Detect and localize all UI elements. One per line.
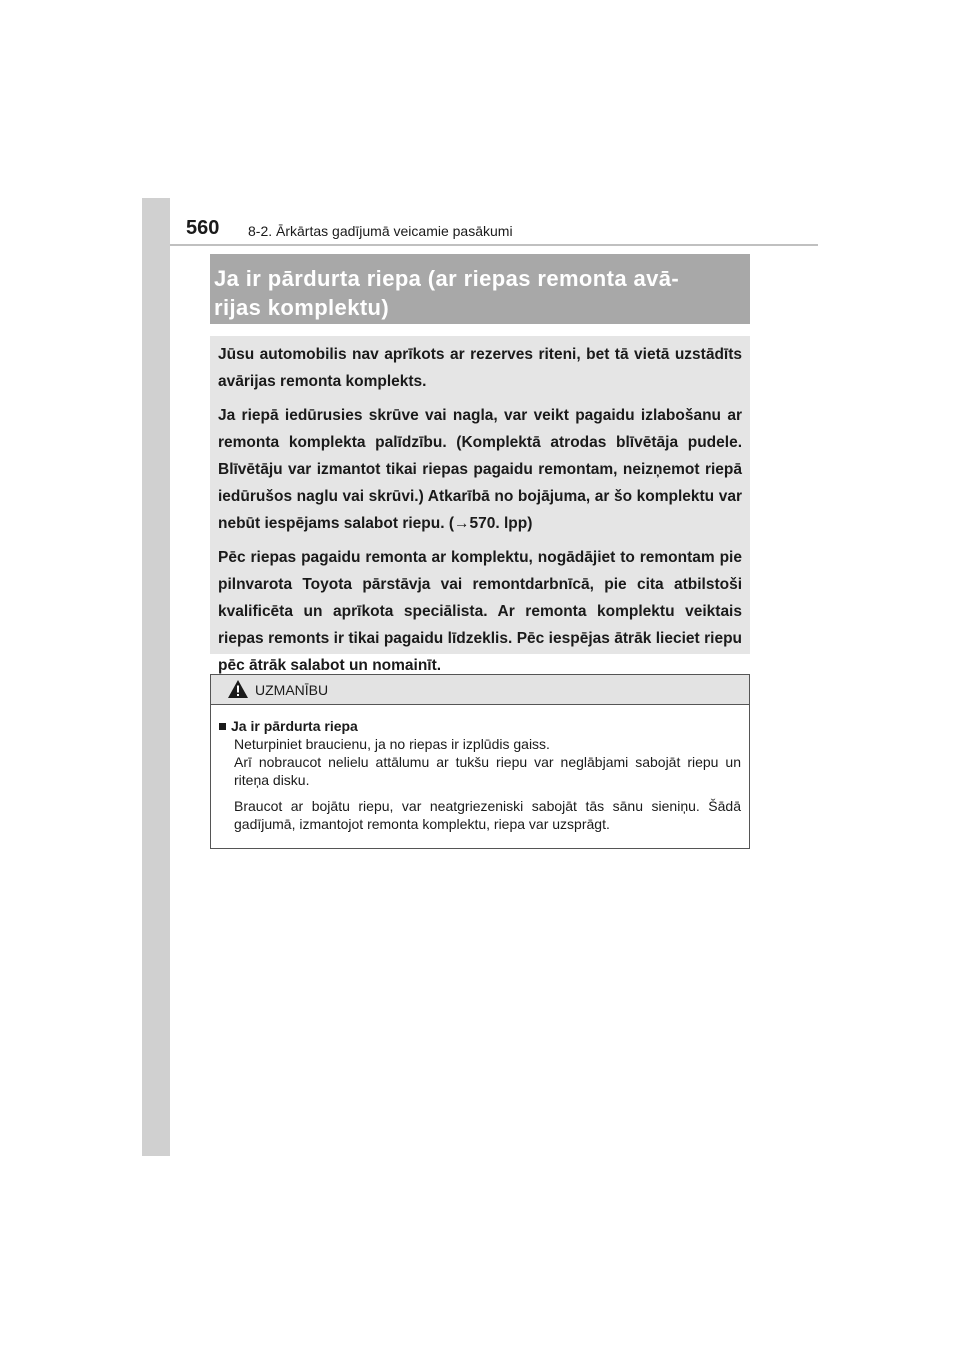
section-title-line-1: Ja ir pārdurta riepa (ar riepas remonta avā-: [214, 266, 680, 291]
side-tab-strip: [142, 198, 170, 1156]
square-bullet-icon: [219, 723, 226, 730]
section-title-box: [210, 254, 750, 324]
caution-paragraph-1: [234, 735, 741, 789]
caution-header: [211, 675, 749, 705]
intro-paragraph-1: Jūsu automobilis nav aprīkots ar rezerves riteni, bet tā vietā uzstādīts avārijas remonta komplekts.: [218, 346, 742, 390]
caution-label: UZMANĪBU: [255, 682, 329, 698]
intro-box: [210, 336, 750, 674]
intro-paragraph-2-text: Ja riepā iedūrusies skrūve vai nagla, var veikt pagaidu izlabošanu ar remonta komplekta palīdzību. (Komplektā atrodas blīvētāja pudele. Blīvētāju var izmantot tikai riepas pagaidu remontam, neizņemot riepā iedūrušos naglu vai skrūvi.) Atkarībā no bojājuma, ar šo komplektu var nebūt iespējams salabot riepu. (: [218, 407, 742, 532]
caution-box: [210, 674, 750, 849]
caution-paragraph-2: Braucot ar bojātu riepu, var neatgriezeniski sabojāt tās sānu sieniņu. Šādā gadījumā, izmantojot remonta komplektu, riepa var uzsprāgt.: [234, 798, 741, 832]
arrow-right-icon: →: [454, 515, 470, 532]
caution-paragraph-1-line-2: Arī nobraucot nelielu attālumu ar tukšu riepu var neglābjami sabojāt riepu un riteņa disku.: [234, 754, 741, 788]
caution-item-title-row: [219, 717, 741, 735]
caution-item-title: Ja ir pārdurta riepa: [231, 718, 358, 734]
page-reference-link[interactable]: 570. lpp): [469, 515, 533, 532]
section-running-head: 8-2. Ārkārtas gadījumā veicamie pasākumi: [248, 223, 513, 239]
caution-body: [211, 705, 749, 833]
header-rule: [170, 244, 818, 246]
caution-paragraph-1-line-1: Neturpiniet braucienu, ja no riepas ir izplūdis gaiss.: [234, 736, 550, 752]
intro-paragraph-3: Pēc riepas pagaidu remonta ar komplektu, nogādājiet to remontam pie pilnvarota Toyota pārstāvja vai remontdarbnīcā, pie cita atbilstoši kvalificēta un aprīkota speciālista. Ar remonta komplektu veiktais riepas remonts ir tikai pagaidu līdzeklis. Pēc iespējas ātrāk lieciet riepu pēc ātrāk salabot un nomainīt.: [218, 549, 742, 674]
warning-triangle-icon: [227, 679, 249, 699]
section-title-line-2: rijas komplektu): [214, 295, 390, 320]
page-number: 560: [186, 217, 220, 239]
intro-paragraph-2: [218, 402, 742, 537]
